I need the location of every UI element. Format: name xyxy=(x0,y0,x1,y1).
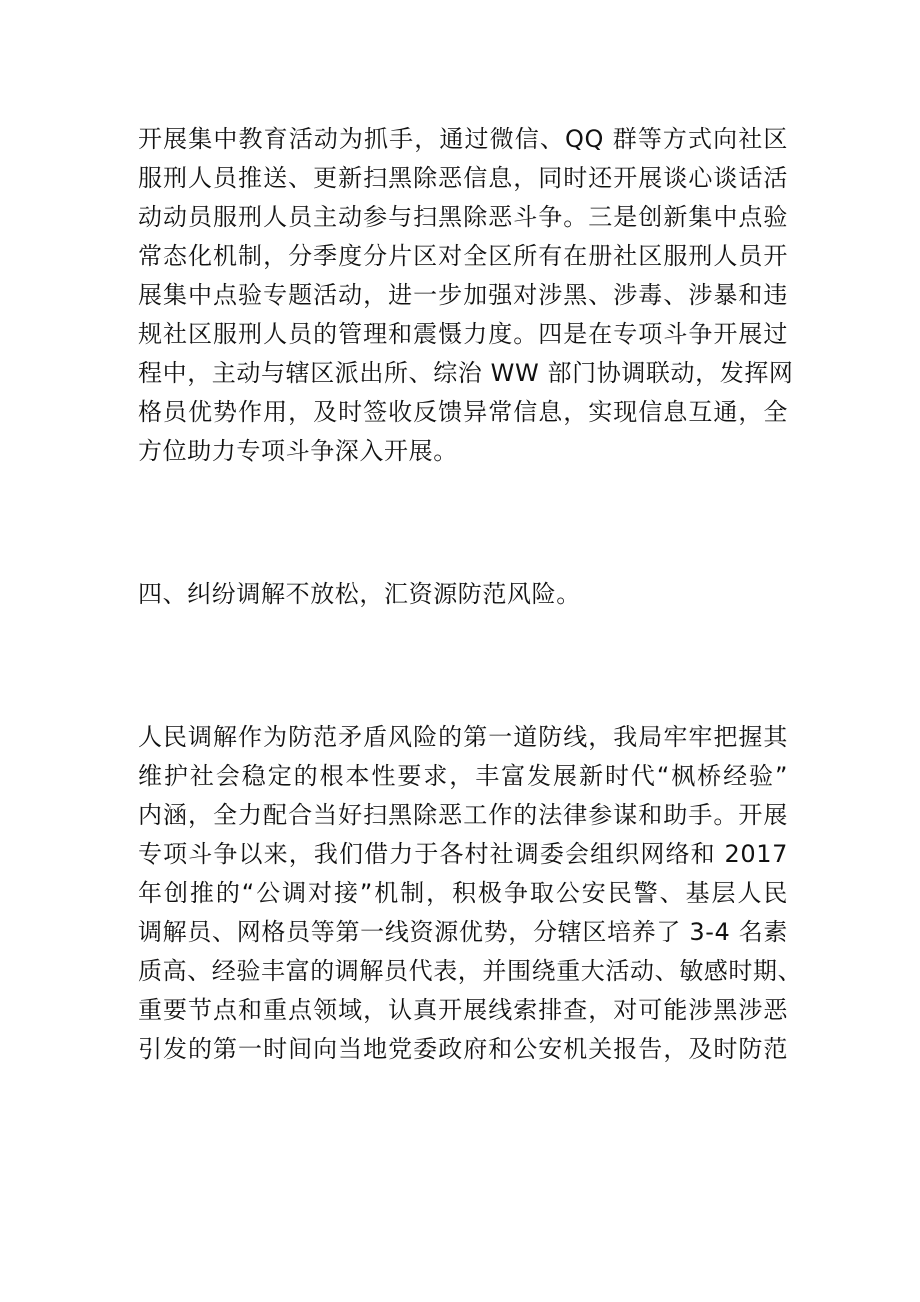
paragraph-2-line: 重要节点和重点领域，认真开展线索排查，对可能涉黑涉恶 xyxy=(138,996,788,1024)
section-heading: 四、纠纷调解不放松，汇资源防范风险。 xyxy=(138,580,581,608)
paragraph-2-line: 调解员、网格员等第一线资源优势，分辖区培养了 3-4 名素 xyxy=(138,918,788,946)
paragraph-1-line: 格员优势作用，及时签收反馈异常信息，实现信息互通，全 xyxy=(138,398,788,426)
paragraph-2-line: 年创推的“公调对接”机制，积极争取公安民警、基层人民 xyxy=(138,879,788,907)
paragraph-2-line: 维护社会稳定的根本性要求，丰富发展新时代“枫桥经验” xyxy=(138,762,788,790)
paragraph-1-line: 方位助力专项斗争深入开展。 xyxy=(138,437,458,465)
paragraph-1-line: 服刑人员推送、更新扫黑除恶信息，同时还开展谈心谈话活 xyxy=(138,164,788,192)
paragraph-2-line: 引发的第一时间向当地党委政府和公安机关报告，及时防范 xyxy=(138,1035,788,1063)
paragraph-1-line: 展集中点验专题活动，进一步加强对涉黑、涉毒、涉暴和违 xyxy=(138,281,788,309)
paragraph-1-line: 规社区服刑人员的管理和震慑力度。四是在专项斗争开展过 xyxy=(138,320,788,348)
paragraph-2-line: 质高、经验丰富的调解员代表，并围绕重大活动、敏感时期、 xyxy=(138,957,803,985)
paragraph-1-line: 程中，主动与辖区派出所、综治 WW 部门协调联动，发挥网 xyxy=(138,359,794,387)
paragraph-1-line: 动动员服刑人员主动参与扫黑除恶斗争。三是创新集中点验 xyxy=(138,203,788,231)
paragraph-1-line: 开展集中教育活动为抓手，通过微信、QQ 群等方式向社区 xyxy=(138,125,788,153)
paragraph-2-line: 人民调解作为防范矛盾风险的第一道防线，我局牢牢把握其 xyxy=(138,723,788,751)
paragraph-2-line: 专项斗争以来，我们借力于各村社调委会组织网络和 2017 xyxy=(138,840,788,868)
paragraph-1-line: 常态化机制，分季度分片区对全区所有在册社区服刑人员开 xyxy=(138,242,788,270)
paragraph-2-line: 内涵，全力配合当好扫黑除恶工作的法律参谋和助手。开展 xyxy=(138,801,788,829)
